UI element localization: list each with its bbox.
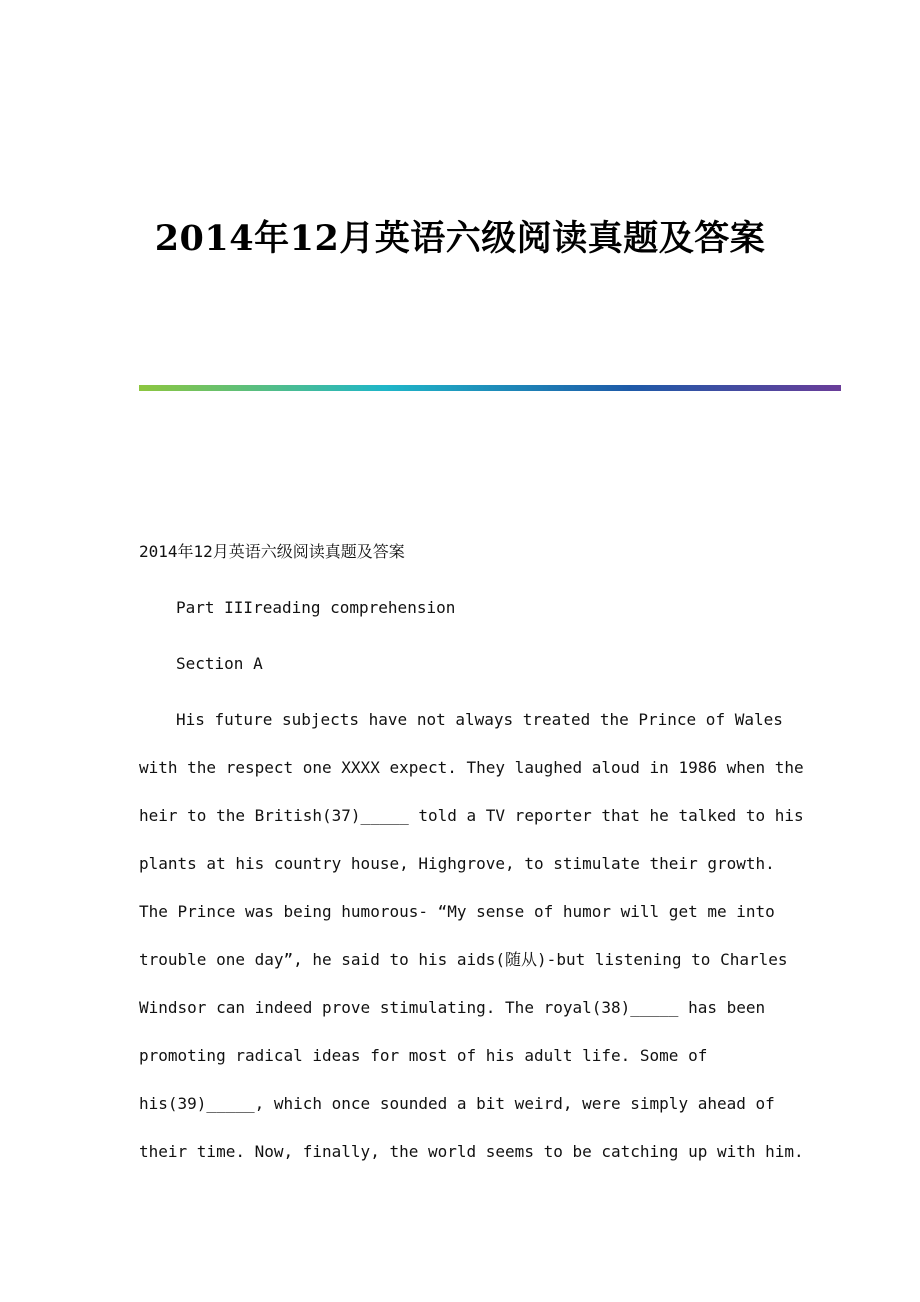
document-title: 2014年12月英语六级阅读真题及答案 xyxy=(154,218,766,259)
paragraph-line: promoting radical ideas for most of his adult life. Some of xyxy=(139,1046,708,1065)
paragraph-line: their time. Now, finally, the world seems to be catching up with him. xyxy=(139,1142,804,1161)
part-heading: Part IIIreading comprehension xyxy=(176,598,456,617)
paragraph-line: his(39)_____, which once sounded a bit weird, were simply ahead of xyxy=(139,1094,775,1113)
section-heading: Section A xyxy=(176,654,263,673)
paragraph-line: His future subjects have not always treated the Prince of Wales xyxy=(176,710,783,729)
paragraph-line: heir to the British(37)_____ told a TV reporter that he talked to his xyxy=(139,806,804,825)
document-subtitle: 2014年12月英语六级阅读真题及答案 xyxy=(139,542,405,561)
paragraph-line: The Prince was being humorous- “My sense of humor will get me into xyxy=(139,902,775,921)
paragraph-line: with the respect one XXXX expect. They laughed aloud in 1986 when the xyxy=(139,758,804,777)
paragraph-line: trouble one day”, he said to his aids(随从)-but listening to Charles xyxy=(139,950,788,969)
document-body xyxy=(139,528,804,1176)
decorative-gradient-rule xyxy=(139,385,841,391)
paragraph-line: plants at his country house, Highgrove, to stimulate their growth. xyxy=(139,854,775,873)
paragraph-line: Windsor can indeed prove stimulating. The royal(38)_____ has been xyxy=(139,998,766,1017)
